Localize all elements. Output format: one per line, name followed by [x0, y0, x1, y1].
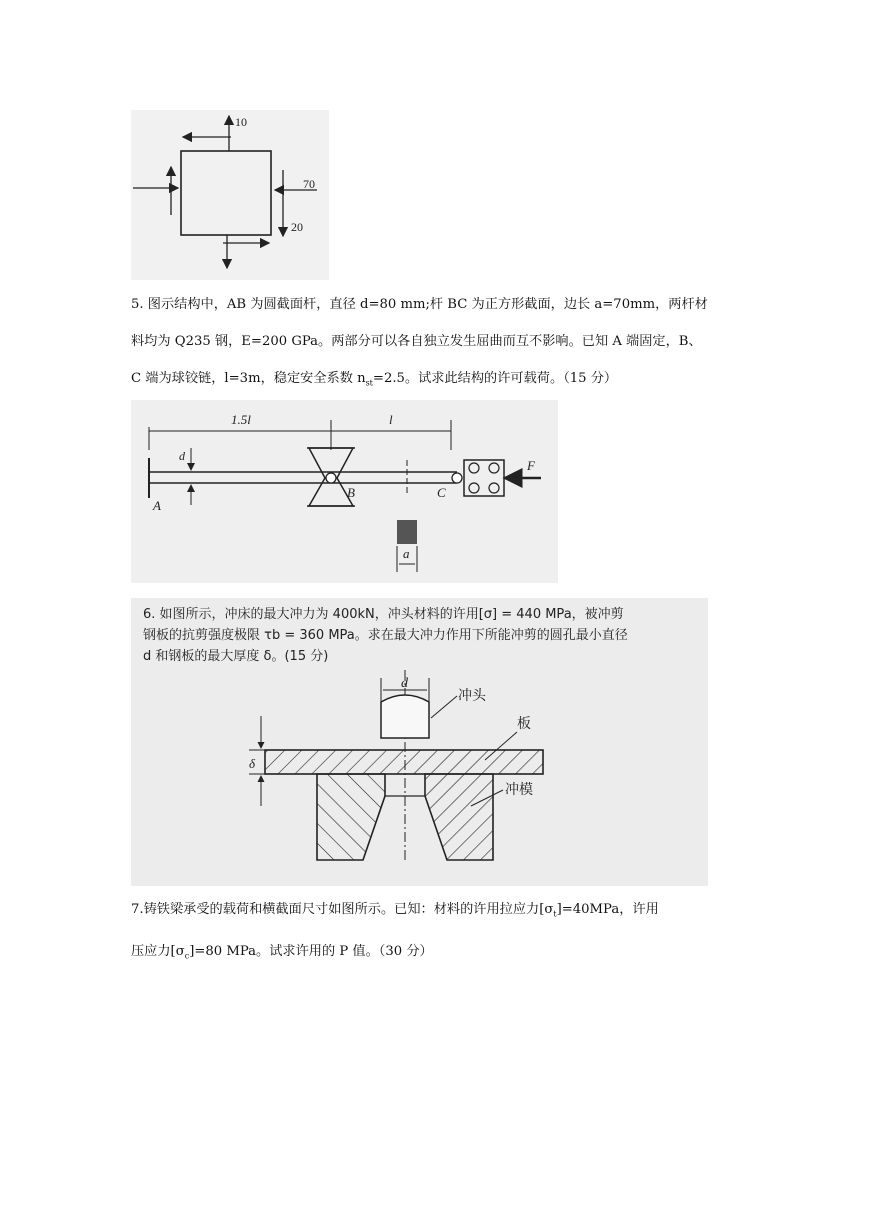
dim-1-5l: 1.5l [231, 412, 251, 427]
label-bottom: 20 [291, 220, 303, 234]
q5-line-3-b: =2.5。试求此结构的许可载荷。（15 分） [372, 371, 618, 386]
q7-line-1 [131, 891, 741, 933]
q7-line-2-b: ]=80 MPa。试求许用的 P 值。（30 分） [189, 943, 433, 959]
label-right: 70 [303, 177, 315, 191]
square-cross-section [397, 520, 417, 544]
q5-line-1: 5. 图示结构中，AB 为圆截面杆，直径 d=80 mm;杆 BC 为正方形截面，边长 a=70mm，两杆材 [131, 297, 708, 312]
stress-element-figure [131, 110, 329, 280]
q6-line-1: 6. 如图所示，冲床的最大冲力为 400kN，冲头材料的许用[σ] = 440 MPa，被冲剪 [143, 607, 624, 622]
q5-line-3 [131, 360, 741, 402]
q5-subscript-st: st [365, 378, 373, 388]
q6-line-2: 钢板的抗剪强度极限 τb = 360 MPa。求在最大冲力作用下所能冲剪的圆孔最小直径 [143, 628, 628, 643]
label-d: d [179, 449, 185, 463]
q7-subscript-c: c [184, 951, 190, 961]
dim-l: l [389, 412, 393, 427]
label-c: C [437, 485, 446, 500]
q7-subscript-t: t [553, 909, 557, 919]
label-top: 10 [235, 115, 247, 129]
q7-line-2-a: 压应力[σ [131, 943, 185, 959]
q5-line-2: 料均为 Q235 钢，E=200 GPa。两部分可以各自独立发生屈曲而互不影响。已知 A 端固定，B、 [131, 334, 702, 349]
question-5 [131, 286, 741, 402]
label-f: F [527, 458, 535, 473]
label-a-end: A [153, 498, 161, 513]
question-7 [131, 891, 741, 974]
q7-line-2 [131, 933, 741, 975]
die-left [317, 774, 385, 860]
label-d-punch: d [401, 676, 408, 691]
label-punch: 冲头 [458, 688, 486, 704]
punch [381, 695, 429, 738]
label-b: B [347, 485, 355, 500]
label-die: 冲模 [505, 782, 533, 798]
label-plate: 板 [517, 716, 531, 732]
die-right [425, 774, 493, 860]
column-structure-figure [131, 400, 558, 583]
element-square [181, 151, 271, 235]
q5-line-3-a: C 端为球铰链，l=3m，稳定安全系数 n [131, 371, 366, 386]
hinge-c [452, 473, 462, 483]
label-delta: δ [249, 756, 256, 771]
question-6-scan [131, 598, 708, 886]
q7-line-1-b: ]=40MPa，许用 [556, 902, 659, 917]
hinge-b [326, 473, 336, 483]
q7-line-1-a: 7.铸铁梁承受的载荷和横截面尺寸如图所示。已知：材料的许用拉应力[σ [131, 902, 554, 917]
plate [265, 750, 543, 774]
label-a-side: a [403, 546, 410, 561]
q6-line-3: d 和钢板的最大厚度 δ。(15 分) [143, 649, 329, 664]
